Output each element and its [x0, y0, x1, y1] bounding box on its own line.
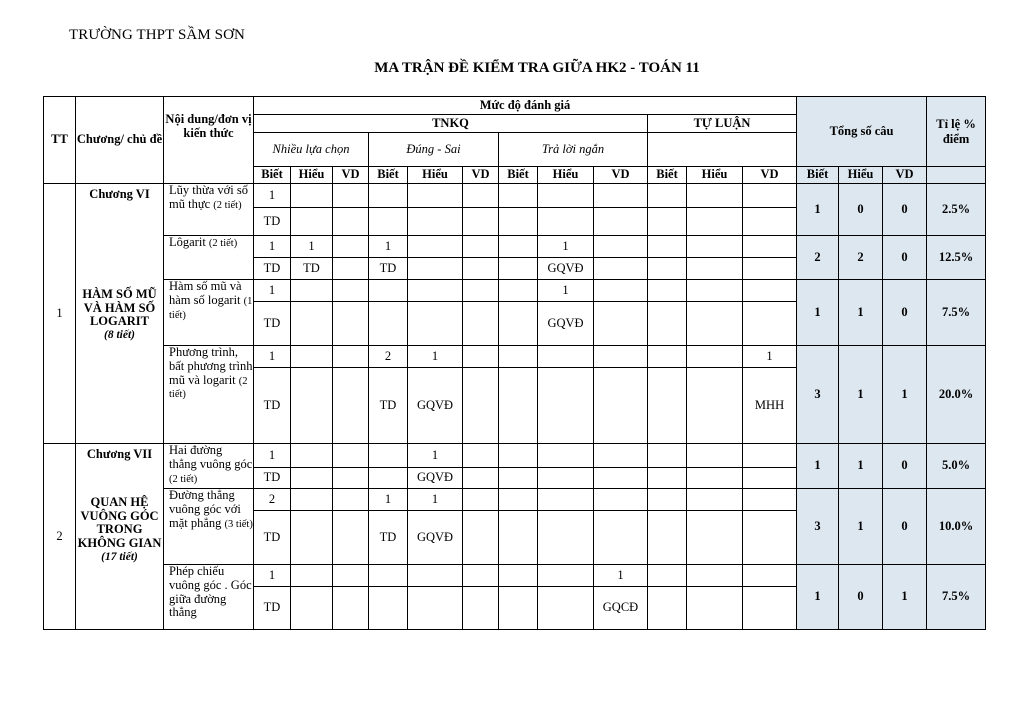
- level-cell: [538, 489, 594, 511]
- level-cell: TD: [254, 208, 291, 236]
- level-cell: TD: [369, 368, 408, 444]
- level-cell: [743, 587, 797, 630]
- level-cell: [333, 468, 369, 489]
- ratio-cell: 20.0%: [927, 346, 986, 444]
- total-count-cell: 0: [883, 184, 927, 236]
- topic-hours: (2 tiết): [169, 375, 248, 401]
- level-cell: MHH: [743, 368, 797, 444]
- header-total: Tổng số câu: [797, 97, 927, 167]
- topic-name: Phương trình, bất phương trình mũ và logarit: [169, 345, 253, 387]
- chapter-title: Chương VI: [89, 187, 150, 201]
- level-cell: 1: [369, 236, 408, 258]
- level-cell: [594, 258, 648, 280]
- level-cell: [499, 565, 538, 587]
- level-cell: 1: [743, 346, 797, 368]
- col-ratio-blank: [927, 167, 986, 184]
- topic-name: Phép chiếu vuông góc . Góc giữa đường thẳng: [169, 564, 252, 620]
- total-count-cell: 1: [839, 280, 883, 346]
- level-cell: 1: [594, 565, 648, 587]
- total-count-cell: 0: [839, 184, 883, 236]
- col-biet: Biết: [369, 167, 408, 184]
- chapter-hours: (17 tiết): [101, 550, 138, 563]
- level-cell: TD: [254, 368, 291, 444]
- level-cell: [333, 346, 369, 368]
- topic-cell: [164, 489, 254, 565]
- level-cell: [648, 346, 687, 368]
- level-cell: [687, 302, 743, 346]
- level-cell: 1: [408, 346, 463, 368]
- level-cell: [499, 258, 538, 280]
- col-hieu: Hiểu: [538, 167, 594, 184]
- level-cell: [594, 511, 648, 565]
- level-cell: [291, 280, 333, 302]
- level-cell: [687, 184, 743, 208]
- level-cell: 1: [254, 236, 291, 258]
- total-count-cell: 1: [839, 444, 883, 489]
- level-cell: [687, 258, 743, 280]
- level-cell: [499, 302, 538, 346]
- level-cell: [369, 444, 408, 468]
- topic-hours: (2 tiết): [169, 473, 198, 485]
- chapter-title: Chương VII: [86, 447, 153, 461]
- level-cell: [463, 236, 499, 258]
- topic-name: Đường thẳng vuông góc với mặt phẳng: [169, 488, 241, 530]
- topic-cell: [164, 184, 254, 236]
- level-cell: [594, 208, 648, 236]
- col-hieu: Hiểu: [291, 167, 333, 184]
- chapter-cell: [76, 444, 164, 630]
- level-cell: TD: [291, 258, 333, 280]
- level-cell: [499, 368, 538, 444]
- level-cell: [687, 489, 743, 511]
- level-cell: [538, 468, 594, 489]
- level-cell: [463, 184, 499, 208]
- level-cell: [648, 489, 687, 511]
- level-cell: [499, 208, 538, 236]
- level-cell: TD: [254, 468, 291, 489]
- total-count-cell: 1: [883, 565, 927, 630]
- total-count-cell: 2: [797, 236, 839, 280]
- level-cell: [408, 280, 463, 302]
- table-row: [44, 444, 986, 468]
- level-cell: [463, 368, 499, 444]
- table-row: [44, 280, 986, 302]
- level-cell: [594, 346, 648, 368]
- level-cell: GQVĐ: [538, 302, 594, 346]
- level-cell: [743, 280, 797, 302]
- level-cell: [463, 468, 499, 489]
- level-cell: [333, 258, 369, 280]
- header-tt: TT: [44, 97, 76, 184]
- level-cell: [538, 346, 594, 368]
- level-cell: [463, 346, 499, 368]
- level-cell: GQVĐ: [408, 468, 463, 489]
- level-cell: [594, 184, 648, 208]
- level-cell: [463, 280, 499, 302]
- level-cell: [291, 346, 333, 368]
- level-cell: [743, 184, 797, 208]
- level-cell: [499, 511, 538, 565]
- total-count-cell: 0: [883, 444, 927, 489]
- level-cell: [648, 208, 687, 236]
- level-cell: [408, 565, 463, 587]
- level-cell: GQVĐ: [538, 258, 594, 280]
- level-cell: [333, 444, 369, 468]
- level-cell: 1: [254, 280, 291, 302]
- col-hieu: Hiểu: [687, 167, 743, 184]
- ratio-cell: 12.5%: [927, 236, 986, 280]
- level-cell: TD: [369, 511, 408, 565]
- level-cell: TD: [254, 302, 291, 346]
- ratio-cell: 2.5%: [927, 184, 986, 236]
- header-tuluan-blank: [648, 133, 797, 167]
- level-cell: [648, 587, 687, 630]
- level-cell: [538, 208, 594, 236]
- level-cell: [648, 444, 687, 468]
- level-cell: [408, 236, 463, 258]
- topic-name: Lũy thừa với số mũ thực: [169, 183, 249, 211]
- level-cell: [538, 565, 594, 587]
- topic-hours: (2 tiết): [213, 199, 242, 211]
- level-cell: [594, 444, 648, 468]
- ratio-cell: 7.5%: [927, 280, 986, 346]
- level-cell: [333, 236, 369, 258]
- level-cell: [743, 302, 797, 346]
- total-count-cell: 0: [883, 236, 927, 280]
- level-cell: [333, 184, 369, 208]
- level-cell: [687, 511, 743, 565]
- level-cell: [333, 511, 369, 565]
- table-row: [44, 565, 986, 587]
- level-cell: [594, 236, 648, 258]
- level-cell: [648, 565, 687, 587]
- level-cell: GQCĐ: [594, 587, 648, 630]
- level-cell: [408, 184, 463, 208]
- topic-cell: [164, 280, 254, 346]
- section-number: 2: [44, 444, 76, 630]
- level-cell: [743, 511, 797, 565]
- col-total-vd: VD: [883, 167, 927, 184]
- total-count-cell: 1: [797, 280, 839, 346]
- header-ratio: Tỉ lệ % điểm: [927, 97, 986, 167]
- total-count-cell: 3: [797, 489, 839, 565]
- page-title: MA TRẬN ĐỀ KIỂM TRA GIỮA HK2 - TOÁN 11: [374, 60, 700, 76]
- level-cell: [594, 280, 648, 302]
- level-cell: [499, 236, 538, 258]
- topic-hours: (1 tiết): [169, 295, 253, 321]
- topic-cell: [164, 444, 254, 489]
- total-count-cell: 3: [797, 346, 839, 444]
- level-cell: [369, 208, 408, 236]
- level-cell: [687, 346, 743, 368]
- level-cell: [648, 511, 687, 565]
- level-cell: GQVĐ: [408, 511, 463, 565]
- col-vd: VD: [333, 167, 369, 184]
- level-cell: [463, 258, 499, 280]
- level-cell: 1: [254, 184, 291, 208]
- level-cell: [369, 587, 408, 630]
- level-cell: [333, 302, 369, 346]
- level-cell: [499, 587, 538, 630]
- total-count-cell: 1: [883, 346, 927, 444]
- level-cell: [648, 184, 687, 208]
- level-cell: [291, 511, 333, 565]
- level-cell: [291, 468, 333, 489]
- level-cell: 1: [254, 565, 291, 587]
- table-row: [44, 489, 986, 511]
- level-cell: [333, 208, 369, 236]
- level-cell: [499, 444, 538, 468]
- level-cell: [463, 302, 499, 346]
- level-cell: [463, 565, 499, 587]
- level-cell: [463, 208, 499, 236]
- level-cell: [463, 511, 499, 565]
- level-cell: TD: [369, 258, 408, 280]
- table-row: [44, 236, 986, 258]
- level-cell: [333, 587, 369, 630]
- level-cell: [594, 468, 648, 489]
- level-cell: [369, 280, 408, 302]
- ratio-cell: 5.0%: [927, 444, 986, 489]
- level-cell: [687, 368, 743, 444]
- level-cell: TD: [254, 511, 291, 565]
- col-biet: Biết: [254, 167, 291, 184]
- level-cell: [463, 489, 499, 511]
- level-cell: 1: [538, 236, 594, 258]
- level-cell: TD: [254, 587, 291, 630]
- level-cell: [291, 184, 333, 208]
- total-count-cell: 1: [797, 184, 839, 236]
- level-cell: [687, 208, 743, 236]
- level-cell: [291, 208, 333, 236]
- topic-cell: [164, 346, 254, 444]
- chapter-name: HÀM SỐ MŨ VÀ HÀM SỐ LOGARIT: [82, 286, 157, 329]
- topic-hours: (2 tiết): [208, 238, 238, 249]
- level-cell: 1: [254, 346, 291, 368]
- level-cell: 1: [254, 444, 291, 468]
- level-cell: [369, 184, 408, 208]
- level-cell: [648, 302, 687, 346]
- level-cell: [687, 565, 743, 587]
- level-cell: [463, 444, 499, 468]
- topic-cell: [164, 236, 254, 280]
- level-cell: 2: [254, 489, 291, 511]
- level-cell: [333, 368, 369, 444]
- col-vd: VD: [594, 167, 648, 184]
- table-row: [44, 184, 986, 208]
- topic-hours: (3 tiết): [224, 518, 253, 530]
- level-cell: [291, 444, 333, 468]
- level-cell: [648, 236, 687, 258]
- total-count-cell: 0: [883, 489, 927, 565]
- level-cell: [648, 280, 687, 302]
- level-cell: 1: [408, 489, 463, 511]
- level-cell: [408, 258, 463, 280]
- header-nlc: Nhiều lựa chọn: [254, 133, 369, 167]
- level-cell: [743, 565, 797, 587]
- chapter-hours: (8 tiết): [104, 329, 135, 341]
- level-cell: 1: [369, 489, 408, 511]
- header-ds: Đúng - Sai: [369, 133, 499, 167]
- level-cell: TD: [254, 258, 291, 280]
- level-cell: [687, 444, 743, 468]
- ratio-cell: 10.0%: [927, 489, 986, 565]
- level-cell: [291, 565, 333, 587]
- topic-name: Lôgarit: [169, 235, 206, 249]
- level-cell: [687, 468, 743, 489]
- level-cell: [687, 236, 743, 258]
- total-count-cell: 0: [883, 280, 927, 346]
- header-chapter: Chương/ chủ đề: [76, 97, 164, 184]
- total-count-cell: 1: [839, 346, 883, 444]
- level-cell: [369, 565, 408, 587]
- level-cell: [369, 468, 408, 489]
- level-cell: [499, 184, 538, 208]
- level-cell: [333, 280, 369, 302]
- level-cell: [743, 258, 797, 280]
- header-content: Nội dung/đơn vị kiến thức: [164, 97, 254, 184]
- level-cell: [648, 368, 687, 444]
- level-cell: [538, 184, 594, 208]
- level-cell: [291, 489, 333, 511]
- level-cell: [333, 489, 369, 511]
- total-count-cell: 1: [839, 489, 883, 565]
- col-biet: Biết: [499, 167, 538, 184]
- level-cell: [499, 489, 538, 511]
- level-cell: [499, 346, 538, 368]
- level-cell: [291, 302, 333, 346]
- topic-name: Hàm số mũ và hàm số logarit: [169, 279, 242, 307]
- level-cell: [743, 236, 797, 258]
- col-hieu: Hiểu: [408, 167, 463, 184]
- level-cell: [648, 258, 687, 280]
- col-total-biet: Biết: [797, 167, 839, 184]
- level-cell: [499, 280, 538, 302]
- table-row: [44, 346, 986, 368]
- level-cell: [594, 489, 648, 511]
- total-count-cell: 1: [797, 565, 839, 630]
- topic-cell: [164, 565, 254, 630]
- level-cell: GQVĐ: [408, 368, 463, 444]
- total-count-cell: 1: [797, 444, 839, 489]
- level-cell: 1: [291, 236, 333, 258]
- level-cell: [538, 587, 594, 630]
- level-cell: [743, 444, 797, 468]
- level-cell: 2: [369, 346, 408, 368]
- level-cell: [408, 208, 463, 236]
- level-cell: [291, 368, 333, 444]
- level-cell: 1: [538, 280, 594, 302]
- level-cell: [408, 587, 463, 630]
- header-tuluan: TỰ LUẬN: [648, 115, 797, 133]
- col-total-hieu: Hiểu: [839, 167, 883, 184]
- level-cell: [687, 587, 743, 630]
- level-cell: [687, 280, 743, 302]
- level-cell: [369, 302, 408, 346]
- school-name: TRƯỜNG THPT SẦM SƠN: [69, 27, 245, 43]
- assessment-matrix-table: [43, 96, 986, 630]
- level-cell: [538, 444, 594, 468]
- level-cell: [499, 468, 538, 489]
- chapter-cell: [76, 184, 164, 444]
- total-count-cell: 0: [839, 565, 883, 630]
- level-cell: [333, 565, 369, 587]
- level-cell: [594, 302, 648, 346]
- level-cell: [743, 489, 797, 511]
- col-vd: VD: [463, 167, 499, 184]
- level-cell: [538, 368, 594, 444]
- section-number: 1: [44, 184, 76, 444]
- level-cell: [594, 368, 648, 444]
- col-vd: VD: [743, 167, 797, 184]
- level-cell: [408, 302, 463, 346]
- col-biet: Biết: [648, 167, 687, 184]
- level-cell: [538, 511, 594, 565]
- header-tln: Trả lời ngắn: [499, 133, 648, 167]
- level-cell: [291, 587, 333, 630]
- topic-name: Hai đường thẳng vuông góc: [169, 443, 253, 471]
- total-count-cell: 2: [839, 236, 883, 280]
- level-cell: [648, 468, 687, 489]
- level-cell: 1: [408, 444, 463, 468]
- header-tnkq: TNKQ: [254, 115, 648, 133]
- level-cell: [743, 468, 797, 489]
- ratio-cell: 7.5%: [927, 565, 986, 630]
- header-level: Mức độ đánh giá: [254, 97, 797, 115]
- level-cell: [743, 208, 797, 236]
- chapter-name: QUAN HỆ VUÔNG GÓC TRONG KHÔNG GIAN: [77, 494, 162, 550]
- level-cell: [463, 587, 499, 630]
